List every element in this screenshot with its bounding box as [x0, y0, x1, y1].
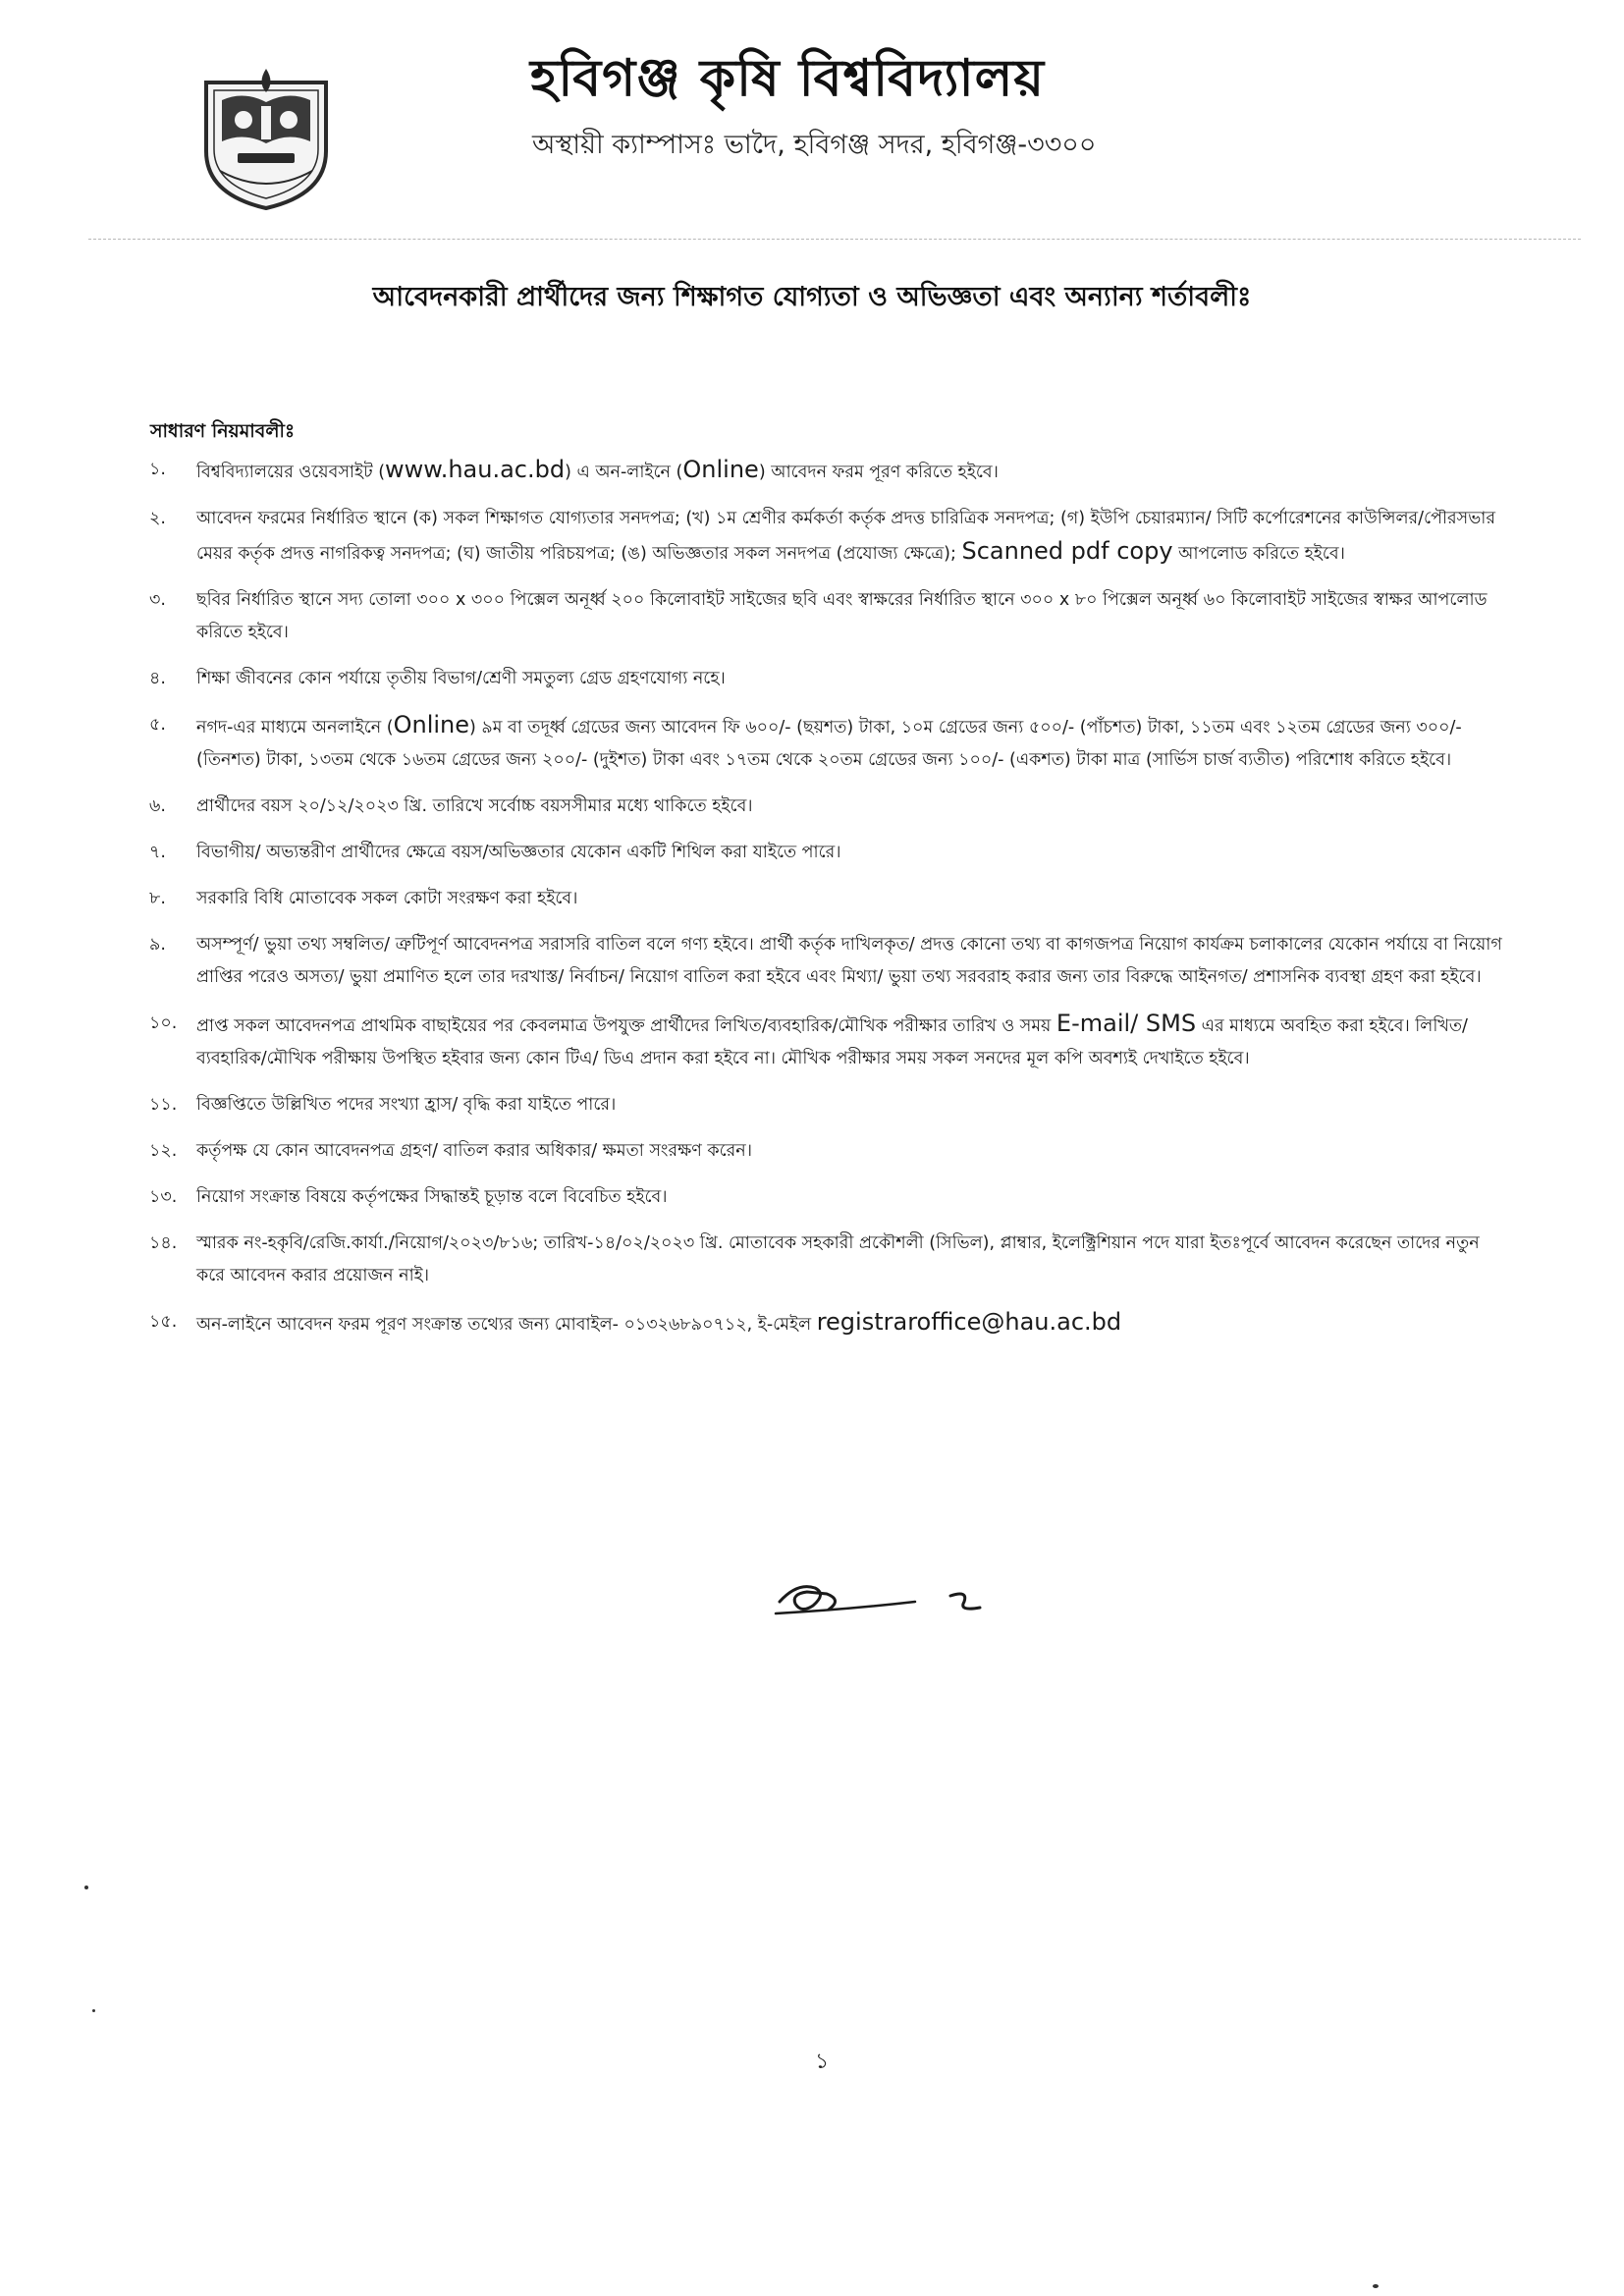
rule-text-part: নিয়োগ সংক্রান্ত বিষয়ে কর্তৃপক্ষের সিদ্ধান্তই চূড়ান্ত বলে বিবেচিত হইবে।: [196, 1187, 668, 1207]
rule-latin-text: registraroffice@hau.ac.bd: [816, 1308, 1122, 1336]
document-title: আবেদনকারী প্রার্থীদের জন্য শিক্ষাগত যোগ্যতা ও অভিজ্ঞতা এবং অন্যান্য শর্তাবলীঃ: [372, 282, 1252, 312]
rule-item: [147, 883, 1502, 915]
rule-text-part: শিক্ষা জীবনের কোন পর্যায়ে তৃতীয় বিভাগ/শ্রেণী সমতুল্য গ্রেড গ্রহণযোগ্য নহে।: [196, 669, 726, 688]
campus-address: অস্থায়ী ক্যাম্পাসঃ ভাদৈ, হবিগঞ্জ সদর, হবিগঞ্জ-৩৩০০: [532, 130, 1097, 160]
rule-text-part: প্রার্থীদের বয়স ২০/১২/২০২৩ খ্রি. তারিখে সর্বোচ্চ বয়সসীমার মধ্যে থাকিতে হইবে।: [196, 796, 753, 816]
rule-number: ১৩.: [149, 1187, 178, 1207]
rule-text: [196, 935, 1502, 987]
rule-number: ১২.: [149, 1141, 178, 1161]
rule-number: ১.: [149, 460, 166, 479]
rule-text-part: ) ৯ম বা তদূর্ধ্ব গ্রেডের জন্য আবেদন ফি ৬০০/- (ছয়শত) টাকা, ১০ম গ্রেডের জন্য ৫০০/- (পাঁচশত) টাকা, ১১তম এবং ১২তম গ্রেডের জন্য ৩০০/- (তিনশত) টাকা, ১৩তম থেকে ১৬তম গ্রেডের জন্য ২০০/- (দুইশত) টাকা এবং ১৭তম থেকে ২০তম গ্রেডের জন্য ১০০/- (একশত) টাকা মাত্র (সার্ভিস চার্জ ব্যতীত) পরিশোধ করিতে হইবে।: [196, 718, 1462, 770]
rule-number: ১১.: [149, 1095, 178, 1115]
section-heading: সাধারণ নিয়মাবলীঃ: [150, 420, 296, 442]
rule-text-part: আবেদন ফরমের নির্ধারিত স্থানে (ক) সকল শিক্ষাগত যোগ্যতার সনদপত্র; (খ) ১ম শ্রেণীর কর্মকর্তা কর্তৃক প্রদত্ত চারিত্রিক সনদপত্র; (গ) ইউপি চেয়ারম্যান/ সিটি কর্পোরেশনের কাউন্সিলর/পৌরসভার মেয়র কর্তৃক প্রদত্ত নাগরিকত্ব সনদপত্র; (ঘ) জাতীয় পরিচয়পত্র; (ঙ) অভিজ্ঞতার সকল সনদপত্র (প্রযোজ্য ক্ষেত্রে);: [196, 509, 1495, 564]
rule-text: [196, 1010, 1468, 1068]
header-divider: [88, 239, 1581, 240]
rule-text-part: আপলোড করিতে হইবে।: [1172, 544, 1345, 564]
rule-text: [196, 509, 1495, 564]
university-name: হবিগঞ্জ কৃষি বিশ্ববিদ্যালয়: [530, 49, 1045, 108]
rule-text: [196, 456, 999, 483]
rule-item: [147, 1089, 1502, 1121]
rule-text-part: বিজ্ঞপ্তিতে উল্লিখিত পদের সংখ্যা হ্রাস/ বৃদ্ধি করা যাইতে পারে।: [196, 1095, 617, 1115]
rule-item: [147, 454, 1502, 489]
rule-text-part: অসম্পূর্ণ/ ভুয়া তথ্য সম্বলিত/ ত্রুটিপূর্ণ আবেদনপত্র সরাসরি বাতিল বলে গণ্য হইবে। প্রার্থী কর্তৃক দাখিলকৃত/ প্রদত্ত কোনো তথ্য বা কাগজপত্র নিয়োগ কার্যক্রম চলাকালের যেকোন পর্যায়ে বা নিয়োগ প্রাপ্তির পরেও অসত্য/ ভুয়া প্রমাণিত হলে তার দরখাস্ত/ নির্বাচন/ নিয়োগ বাতিল করা হইবে এবং মিথ্যা/ ভুয়া তথ্য সরবরাহ করার জন্য তার বিরুদ্ধে আইনগত/ প্রশাসনিক ব্যবস্থা গ্রহণ করা হইবে।: [196, 935, 1502, 987]
rules-list: [147, 454, 1502, 1341]
rule-latin-text: E-mail/ SMS: [1056, 1010, 1197, 1037]
rule-item: [147, 1135, 1502, 1168]
rule-text: [196, 669, 726, 688]
rule-text: [196, 1308, 1122, 1336]
rule-item: [147, 663, 1502, 695]
rule-number: ৮.: [149, 889, 166, 908]
scan-speck: [84, 1886, 88, 1889]
rule-text-part: বিভাগীয়/ অভ্যন্তরীণ প্রার্থীদের ক্ষেত্রে বয়স/অভিজ্ঞতার যেকোন একটি শিথিল করা যাইতে পারে।: [196, 843, 841, 862]
rule-text-part: প্রাপ্ত সকল আবেদনপত্র প্রাথমিক বাছাইয়ের পর কেবলমাত্র উপযুক্ত প্রার্থীদের লিখিত/ব্যবহারিক/মৌখিক পরীক্ষার তারিখ ও সময়: [196, 1016, 1056, 1036]
page-number: ১: [815, 2050, 830, 2074]
rule-text-part: ) আবেদন ফরম পূরণ করিতে হইবে।: [758, 463, 999, 482]
rule-item: [147, 584, 1502, 649]
rule-number: ৯.: [149, 935, 166, 955]
rule-latin-text: www.hau.ac.bd: [385, 456, 566, 483]
rule-text: [196, 1233, 1480, 1285]
scan-speck: [1373, 2284, 1379, 2288]
rule-item: [147, 503, 1502, 571]
rule-number: ৭.: [149, 843, 166, 862]
handwritten-signature-icon: [758, 1564, 1013, 1633]
rule-number: ১৫.: [149, 1312, 178, 1332]
rule-number: ৬.: [149, 796, 166, 816]
rule-text-part: এর মাধ্যমে অবহিত করা হইবে। লিখিত/ব্যবহারিক/মৌখিক পরীক্ষায় উপস্থিত হইবার জন্য কোন টিএ/ ডিএ প্রদান করা হইবে না। মৌখিক পরীক্ষার সময় সকল সনদের মূল কপি অবশ্যই দেখাইতে হইবে।: [196, 1016, 1468, 1068]
rule-text-part: কর্তৃপক্ষ যে কোন আবেদনপত্র গ্রহণ/ বাতিল করার অধিকার/ ক্ষমতা সংরক্ষণ করেন।: [196, 1141, 752, 1161]
rule-text: [196, 1095, 616, 1115]
rule-number: ২.: [149, 509, 166, 528]
rule-number: ৩.: [149, 590, 166, 610]
rule-item: [147, 837, 1502, 869]
rule-text-part: অন-লাইনে আবেদন ফরম পূরণ সংক্রান্ত তথ্যের জন্য মোবাইল- ০১৩২৬৮৯০৭১২, ই-মেইল: [196, 1315, 817, 1335]
rule-text: [196, 590, 1487, 642]
rule-item: [147, 1306, 1502, 1341]
rule-text: [196, 1187, 667, 1207]
rule-text: [196, 711, 1462, 770]
rule-text-part: ) এ অন-লাইনে (: [565, 463, 683, 482]
rule-item: [147, 791, 1502, 823]
rule-text-part: সরকারি বিধি মোতাবেক সকল কোটা সংরক্ষণ করা হইবে।: [196, 889, 578, 908]
rule-latin-text: Scanned pdf copy: [961, 537, 1173, 565]
scan-speck: [92, 2009, 95, 2012]
rule-text: [196, 843, 841, 862]
rule-latin-text: Online: [682, 456, 759, 483]
rule-number: ৪.: [149, 669, 166, 688]
rule-item: [147, 1181, 1502, 1214]
rule-item: [147, 1228, 1502, 1292]
rule-text-part: নগদ-এর মাধ্যমে অনলাইনে (: [196, 718, 394, 738]
rule-item: [147, 929, 1502, 994]
rule-text-part: বিশ্ববিদ্যালয়ের ওয়েবসাইট (: [196, 463, 386, 482]
rule-text-part: স্মারক নং-হকৃবি/রেজি.কার্যা./নিয়োগ/২০২৩/৮১৬; তারিখ-১৪/০২/২০২৩ খ্রি. মোতাবেক সহকারী প্রকৌশলী (সিভিল), প্লাম্বার, ইলেক্ট্রিশিয়ান পদে যারা ইতঃপূর্বে আবেদন করেছেন তাদের নতুন করে আবেদন করার প্রয়োজন নাই।: [196, 1233, 1480, 1285]
rule-text: [196, 796, 753, 816]
rule-item: [147, 709, 1502, 777]
rule-item: [147, 1008, 1502, 1075]
rule-text-part: ছবির নির্ধারিত স্থানে সদ্য তোলা ৩০০ x ৩০০ পিক্সেল অনূর্ধ্ব ২০০ কিলোবাইট সাইজের ছবি এবং স্বাক্ষরের নির্ধারিত স্থানে ৩০০ x ৮০ পিক্সেল অনূর্ধ্ব ৬০ কিলোবাইট সাইজের স্বাক্ষর আপলোড করিতে হইবে।: [196, 590, 1488, 642]
rule-number: ১৪.: [149, 1233, 178, 1253]
rule-text: [196, 889, 577, 908]
rule-number: ৫.: [149, 715, 166, 735]
university-seal-icon: [192, 61, 340, 210]
rule-number: ১০.: [149, 1013, 178, 1033]
rule-latin-text: Online: [393, 711, 470, 738]
rule-text: [196, 1141, 752, 1161]
